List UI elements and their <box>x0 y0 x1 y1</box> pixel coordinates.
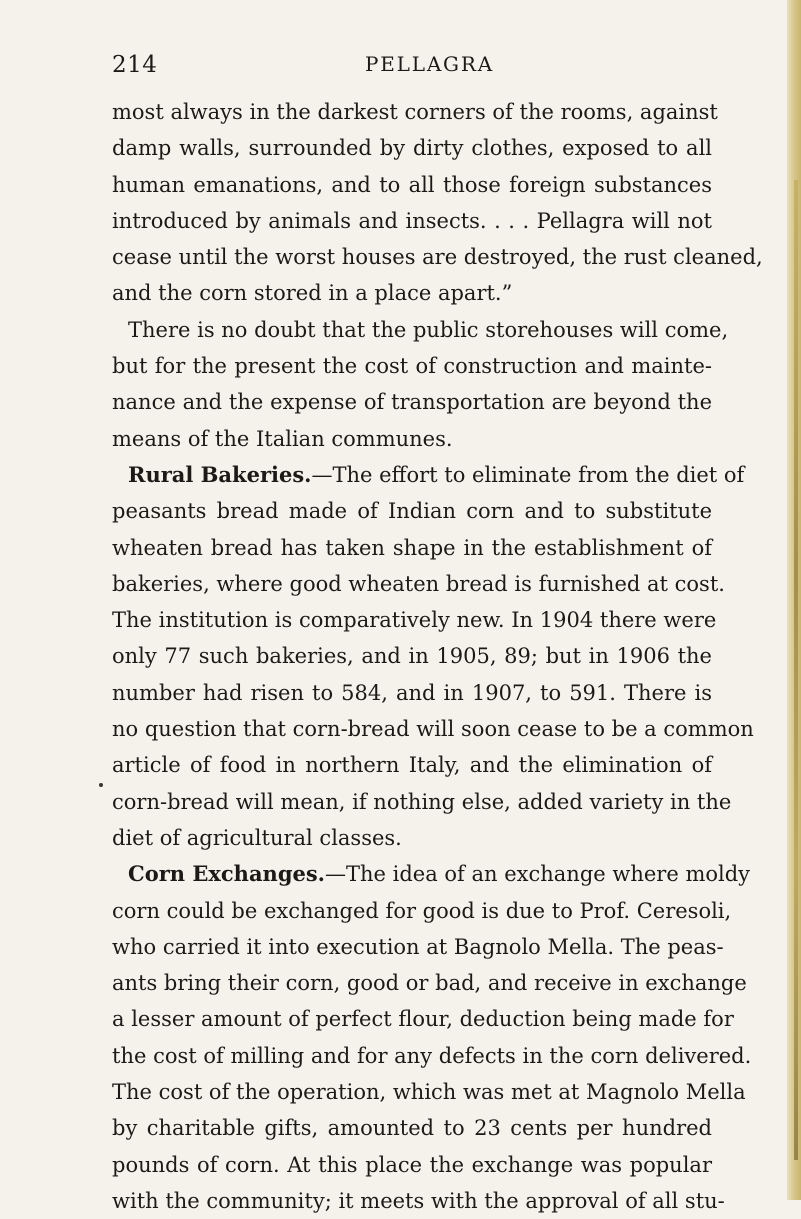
text-line: damp walls, surrounded by dirty clothes, exposed to all <box>112 136 712 161</box>
text-line: The cost of the operation, which was met at Magnolo Mella <box>112 1080 746 1105</box>
body-text <box>112 94 763 1219</box>
text-line: diet of agricultural classes. <box>112 825 402 850</box>
text-line: number had risen to 584, and in 1907, to 591. There is <box>112 680 712 705</box>
text-line: and the corn stored in a place apart.” <box>112 281 513 306</box>
text-line: no question that corn-bread will soon cease to be a common <box>112 717 754 742</box>
text-line: wheaten bread has taken shape in the establishment of <box>112 535 712 560</box>
section-rural-bakeries <box>112 457 745 493</box>
page-edge-shadow <box>787 0 801 1200</box>
text-line: nance and the expense of transportation are beyond the <box>112 390 712 415</box>
text-line: but for the present the cost of construction and mainte- <box>112 354 712 379</box>
text-line: corn-bread will mean, if nothing else, added variety in the <box>112 789 732 814</box>
text-line: with the community; it meets with the approval of all stu- <box>112 1188 725 1213</box>
running-head <box>112 52 712 86</box>
text-line: article of food in northern Italy, and the elimination of <box>112 753 712 778</box>
text-line: ants bring their corn, good or bad, and receive in exchange <box>112 971 747 996</box>
text-span: —The idea of an exchange where moldy <box>325 862 751 887</box>
text-span: —The effort to eliminate from the diet of <box>311 462 745 487</box>
margin-mark <box>99 783 103 787</box>
text-line: peasants bread made of Indian corn and to substitute <box>112 499 712 524</box>
text-line: who carried it into execution at Bagnolo Mella. The peas- <box>112 934 724 959</box>
text-line: human emanations, and to all those foreign substances <box>112 172 712 197</box>
page-number: 214 <box>112 52 158 78</box>
run-in-heading: Corn Exchanges. <box>128 861 325 887</box>
section-corn-exchanges <box>112 856 751 892</box>
text-line: by charitable gifts, amounted to 23 cents per hundred <box>112 1116 712 1141</box>
text-line: a lesser amount of perfect flour, deduction being made for <box>112 1007 734 1032</box>
running-title: PELLAGRA <box>365 52 494 76</box>
text-line: only 77 such bakeries, and in 1905, 89; but in 1906 the <box>112 644 712 669</box>
text-line: introduced by animals and insects. . . . Pellagra will not <box>112 208 712 233</box>
text-line: corn could be exchanged for good is due to Prof. Ceresoli, <box>112 898 732 923</box>
text-line: most always in the darkest corners of the rooms, against <box>112 100 718 124</box>
text-line: the cost of milling and for any defects in the corn delivered. <box>112 1043 752 1068</box>
text-line: pounds of corn. At this place the exchange was popular <box>112 1152 712 1177</box>
text-line: The institution is comparatively new. In 1904 there were <box>112 608 717 633</box>
text-line: bakeries, where good wheaten bread is furnished at cost. <box>112 571 725 596</box>
paragraph-start: There is no doubt that the public storehouses will come, <box>128 317 729 342</box>
text-line: means of the Italian communes. <box>112 426 453 451</box>
run-in-heading: Rural Bakeries. <box>128 461 312 487</box>
text-line: cease until the worst houses are destroyed, the rust cleaned, <box>112 245 763 270</box>
